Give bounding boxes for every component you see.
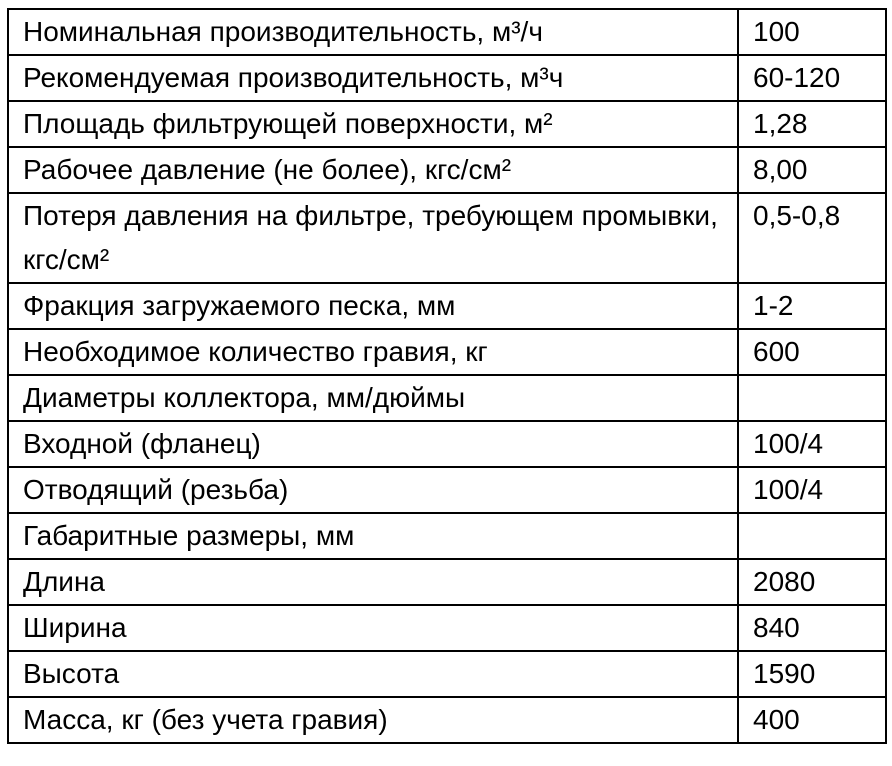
table-row <box>8 467 886 513</box>
value-cell: 1,28 <box>738 101 886 147</box>
value-cell: 100 <box>738 9 886 55</box>
table-row <box>8 651 886 697</box>
param-cell: Габаритные размеры, мм <box>8 513 738 559</box>
param-cell: Необходимое количество гравия, кг <box>8 329 738 375</box>
param-cell: Входной (фланец) <box>8 421 738 467</box>
param-cell: Площадь фильтрующей поверхности, м² <box>8 101 738 147</box>
param-cell: Ширина <box>8 605 738 651</box>
table-row <box>8 101 886 147</box>
param-cell: Рабочее давление (не более), кгс/см² <box>8 147 738 193</box>
specifications-table <box>7 8 887 744</box>
table-row <box>8 193 886 283</box>
table-row <box>8 513 886 559</box>
table-row <box>8 9 886 55</box>
param-cell: Отводящий (резьба) <box>8 467 738 513</box>
table-row <box>8 375 886 421</box>
param-cell: Фракция загружаемого песка, мм <box>8 283 738 329</box>
param-cell: Масса, кг (без учета гравия) <box>8 697 738 743</box>
table-row <box>8 559 886 605</box>
table-row <box>8 147 886 193</box>
value-cell: 400 <box>738 697 886 743</box>
value-cell: 60-120 <box>738 55 886 101</box>
param-cell: Длина <box>8 559 738 605</box>
param-cell: Диаметры коллектора, мм/дюймы <box>8 375 738 421</box>
value-cell: 2080 <box>738 559 886 605</box>
table-row <box>8 283 886 329</box>
table-row <box>8 55 886 101</box>
value-cell: 100/4 <box>738 467 886 513</box>
value-cell: 0,5-0,8 <box>738 193 886 283</box>
value-cell: 1-2 <box>738 283 886 329</box>
param-cell: Номинальная производительность, м³/ч <box>8 9 738 55</box>
table-row <box>8 329 886 375</box>
param-cell: Потеря давления на фильтре, требующем промывки, кгс/см² <box>8 193 738 283</box>
value-cell <box>738 513 886 559</box>
param-cell: Рекомендуемая производительность, м³ч <box>8 55 738 101</box>
table-row <box>8 605 886 651</box>
value-cell: 100/4 <box>738 421 886 467</box>
value-cell <box>738 375 886 421</box>
table-row <box>8 697 886 743</box>
value-cell: 8,00 <box>738 147 886 193</box>
table-row <box>8 421 886 467</box>
param-cell: Высота <box>8 651 738 697</box>
value-cell: 600 <box>738 329 886 375</box>
value-cell: 1590 <box>738 651 886 697</box>
value-cell: 840 <box>738 605 886 651</box>
